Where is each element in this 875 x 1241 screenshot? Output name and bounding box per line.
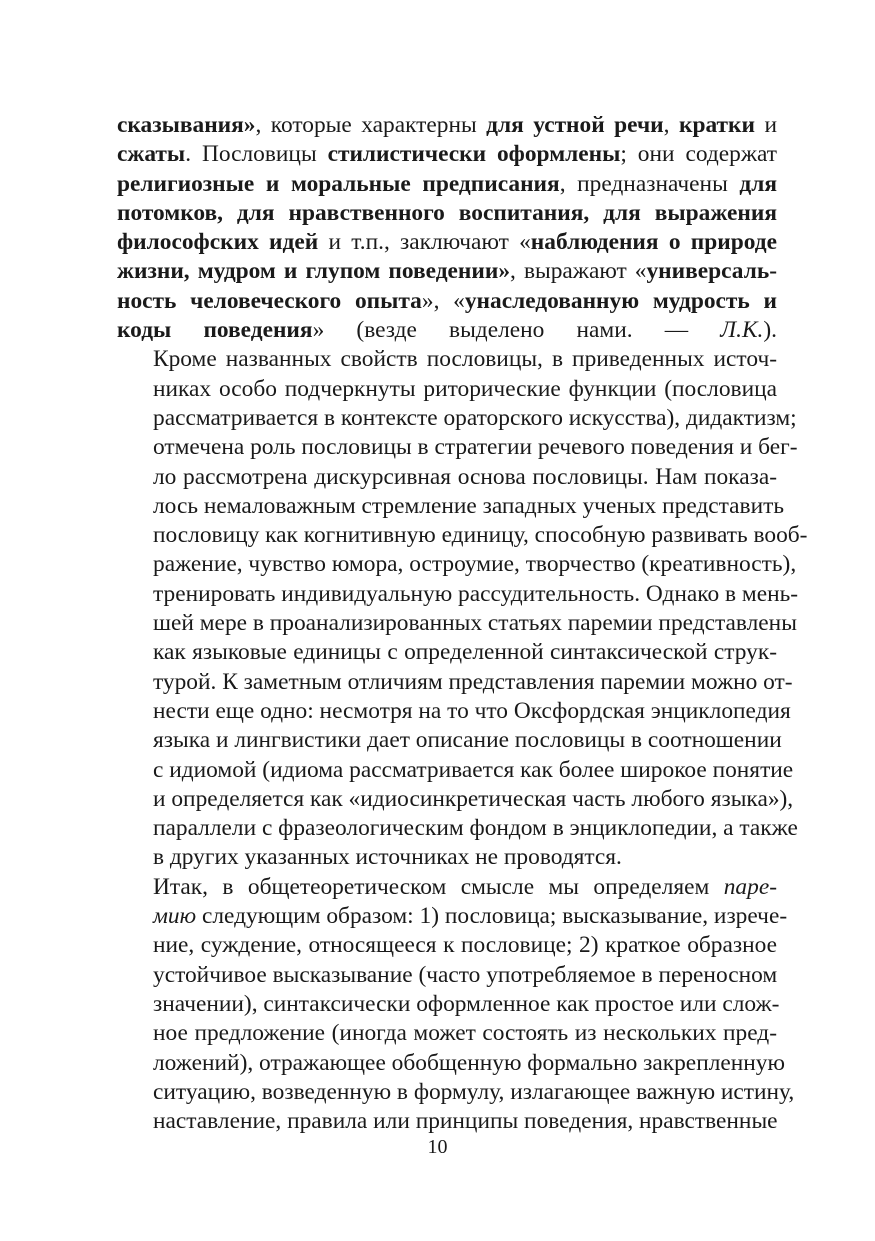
text-run: следующим образом: 1) пословица; высказывание, изрече-	[196, 903, 788, 930]
text-line	[117, 228, 777, 257]
bold-text: потомков, для нравственного воспитания, для выражения	[117, 199, 777, 226]
text-run: » (везде выделено нами. —	[312, 317, 721, 344]
text-line	[117, 199, 777, 228]
bold-text: ность человеческого опыта	[117, 287, 422, 314]
text-run: значении), синтаксически оформленное как простое или слож-	[153, 990, 780, 1017]
text-line: в других указанных источниках не проводятся.	[153, 844, 622, 871]
text-line: как языковые единицы с определенной синтаксической струк-	[153, 639, 777, 666]
text-run: », «	[421, 287, 465, 314]
text-line	[117, 316, 777, 345]
text-run: Итак, в общетеоретическом смысле мы определяем	[153, 873, 724, 900]
bold-text: кратки	[678, 112, 755, 138]
text-line: шей мере в проанализированных статьях паремии представлены	[153, 610, 797, 637]
bold-text: стилистически оформлены	[327, 141, 621, 168]
text-run: ние, суждение, относящееся к пословице; 2) краткое образное	[153, 932, 777, 959]
page-number: 10	[427, 1136, 448, 1158]
text-line	[117, 257, 777, 286]
text-run: и т.п., заключают «	[318, 229, 531, 256]
text-line: с идиомой (идиома рассматривается как более широкое понятие	[153, 756, 794, 783]
bold-text: наблюдения о природе	[530, 229, 777, 256]
text-line	[117, 170, 777, 199]
text-run: ложений), отражающее обобщенную формально закрепленную	[153, 1049, 785, 1076]
text-line	[117, 140, 777, 169]
text-line: ло рассмотрена дискурсивная основа пословицы. Нам показа-	[153, 463, 777, 490]
bold-text: жизни, мудром и глупом поведении»	[117, 258, 511, 285]
text-line: рассматривается в контексте ораторского искусства), дидактизм;	[153, 404, 797, 431]
text-line: Кроме названных свойств пословицы, в приведенных источ-	[153, 346, 777, 373]
text-line	[117, 1107, 777, 1136]
text-line	[117, 931, 777, 960]
page-body	[117, 111, 808, 1136]
italic-text: паре-	[723, 873, 777, 900]
text-line	[117, 902, 788, 931]
bold-text: сжаты	[117, 141, 186, 168]
bold-text: религиозные и моральные предписания	[117, 170, 560, 197]
paragraph-proverb-properties	[117, 111, 777, 345]
text-line: отмечена роль пословицы в стратегии речевого поведения и бег-	[153, 434, 798, 461]
text-line: и определяется как «идиосинкретическая часть любого языка»),	[153, 785, 794, 812]
text-run: , которые характерны	[255, 112, 487, 138]
bold-text: для	[739, 170, 777, 197]
text-line	[117, 990, 780, 1019]
text-run: и	[755, 112, 777, 138]
italic-text: Л.К.	[720, 317, 764, 344]
italic-text: мию	[153, 903, 197, 930]
text-line: параллели с фразеологическим фондом в энциклопедии, а также	[153, 815, 798, 842]
text-run: ; они содержат	[620, 141, 777, 168]
paragraph-paremia-definition	[117, 873, 795, 1137]
bold-text: сказывания»	[117, 112, 256, 138]
text-run: ситуацию, возведенную в формулу, излагающее важную истину,	[153, 1078, 795, 1105]
text-run: устойчивое высказывание (часто употребляемое в переносном	[153, 961, 778, 988]
text-line	[117, 111, 777, 140]
text-line	[117, 961, 777, 990]
text-line: никах особо подчеркнуты риторические функции (пословица	[153, 375, 777, 402]
bold-text: универсаль-	[646, 258, 777, 285]
text-run: ное предложение (иногда может состоять из нескольких пред-	[153, 1020, 777, 1047]
text-line: языка и лингвистики дает описание пословицы в соотношении	[153, 727, 782, 754]
text-run: , выражают «	[510, 258, 647, 285]
text-line: тренировать индивидуальную рассудительность. Однако в мень-	[153, 580, 799, 607]
text-run: . Пословицы	[185, 141, 328, 168]
text-line	[117, 1049, 785, 1078]
text-line	[117, 873, 777, 902]
bold-text: для устной речи	[486, 112, 664, 138]
text-line	[117, 287, 777, 316]
text-line: пословицу как когнитивную единицу, способную развивать вооб-	[153, 522, 808, 549]
text-line: ражение, чувство юмора, остроумие, творчество (креативность),	[153, 551, 797, 578]
text-run: ,	[663, 112, 679, 138]
text-line: лось немаловажным стремление западных ученых представить	[153, 492, 785, 519]
bold-text: унаследованную мудрость и	[464, 287, 777, 314]
text-line: турой. К заметным отличиям представления паремии можно от-	[153, 668, 793, 695]
text-line: нести еще одно: несмотря на то что Оксфордская энциклопедия	[153, 697, 791, 724]
text-run: , предназначены	[559, 170, 740, 197]
paragraph-rhetorical-functions	[117, 345, 808, 872]
text-line	[117, 1078, 795, 1107]
bold-text: коды поведения	[117, 317, 313, 344]
text-run: наставление, правила или принципы поведения, нравственные	[153, 1108, 778, 1135]
text-run: ).	[763, 317, 777, 344]
text-line	[117, 1019, 777, 1048]
bold-text: философских идей	[117, 229, 319, 256]
